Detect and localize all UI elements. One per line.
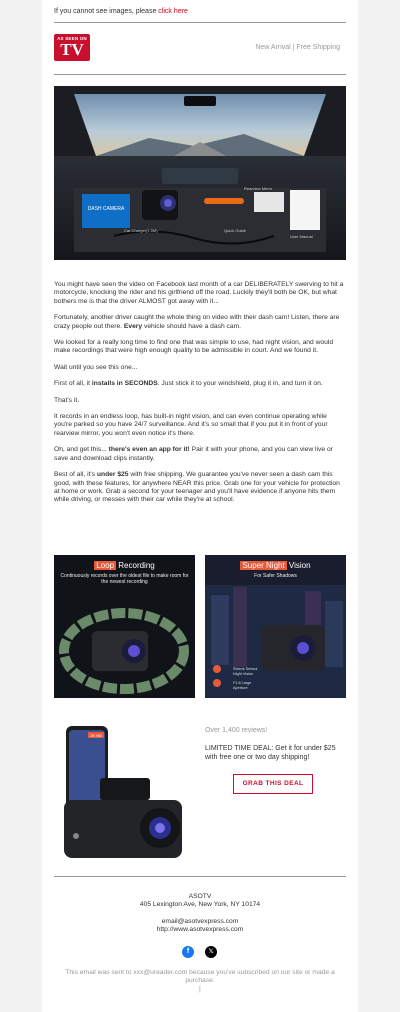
night-feature-1: Starvis Sensor Night Vision <box>233 667 258 676</box>
hero-image[interactable] <box>54 86 346 260</box>
footer-company: ASOTV <box>188 893 212 900</box>
loop-recording-title: Loop Recording <box>96 561 155 570</box>
paragraph: You might have seen the video on Facebook last month of a car DELIBERATELY swerving to hit a motorcycle, knocking the rider and his girlfriend off the road. Luckily they'll both be OK, but what bothers me is that the driver ALMOST got away with it... <box>54 281 344 305</box>
footer-website[interactable]: http://www.asotvexpress.com <box>156 926 244 933</box>
paragraph: Wait until you see this one... <box>54 363 138 371</box>
preheader-text: If you cannot see images, please <box>54 8 157 15</box>
night-vision-caption: For Safer Shadows <box>254 573 297 579</box>
click-here-link[interactable]: click here <box>158 8 188 15</box>
hero-label-guide: Quick Guide <box>224 228 247 233</box>
footer-email[interactable]: email@asotvexpress.com <box>161 918 239 925</box>
footer-address: 405 Lexington Ave, New York, NY 10174 <box>139 901 261 908</box>
loop-recording-image[interactable] <box>54 555 195 698</box>
box-label: DASH CAMERA <box>87 206 125 212</box>
x-twitter-icon[interactable]: 𝕏 <box>205 946 217 958</box>
hero-label-mirror: Rearview Mirror <box>244 186 273 191</box>
product-image[interactable] <box>60 724 192 864</box>
phone-badge: 2K HD <box>90 733 102 738</box>
logo-big-text: TV <box>60 40 84 59</box>
top-nav-text[interactable]: New Arrival | Free Shipping <box>255 44 340 51</box>
paragraph: That's it. <box>54 396 80 404</box>
divider <box>54 74 346 75</box>
paragraph: It records in an endless loop, has built-in night vision, and can even continue operating while you're parked so you have 24/7 surveillance. And it's so small that if you put it in front of your rearview mirror, you won't even notice it's there. <box>54 413 328 437</box>
loop-recording-caption: Continuously records over the oldest file to make room for the newest recording <box>60 573 189 585</box>
hero-label-manual: User Manual <box>290 234 313 239</box>
asseenontv-logo[interactable] <box>54 34 90 61</box>
facebook-icon[interactable]: f <box>182 946 194 958</box>
reviews-count: Over 1,400 reviews! <box>205 727 268 734</box>
grab-this-deal-button[interactable]: GRAB THIS DEAL <box>233 774 313 794</box>
night-city-icon <box>205 585 346 698</box>
body-copy <box>54 281 346 513</box>
divider <box>54 876 346 877</box>
night-vision-image[interactable] <box>205 555 346 698</box>
divider <box>54 22 346 23</box>
deal-text: LIMITED TIME DEAL: Get it for under $25 with free one or two day shipping! <box>205 745 336 761</box>
night-feature-2: F1.8 Large Aperture <box>233 681 252 690</box>
footer-separator: | <box>199 986 201 993</box>
paragraph: We looked for a really long time to find one that was simple to use, had night vision, and would make recordings that were high enough quality to be admissible in court. And we found it. <box>54 339 334 355</box>
paragraph: First of all, it installs in SECONDS. Just stick it to your windshield, plug it in, and turn it on. <box>54 380 323 388</box>
footer-disclaimer: This email was sent to xxx@ureader.com because you've subscribed on our site or made a purchase. <box>65 969 335 984</box>
hero-label-charger: Car Charger(1.5M) <box>124 228 158 233</box>
preheader <box>54 8 188 15</box>
paragraph: Best of all, it's under $25 with free shipping. We guarantee you've never seen a dash cam this good, with these features, for anywhere NEAR this price. Grab one for your vehicle for protection at home or work. Grab a second for your teenager and you'll have evidence if anyone hits them while driving, or messes with their car while they're at school. <box>54 471 340 504</box>
logo-small-text: AS SEEN ON <box>57 36 87 41</box>
loop-dashcam-icon <box>54 591 195 698</box>
paragraph: Fortunately, another driver caught the whole thing on video with their dash cam! Listen, there are crazy people out there. Every vehicle should have a dash cam. <box>54 314 340 330</box>
night-vision-title: Super Night Vision <box>242 561 311 570</box>
paragraph: Oh, and get this... there's even an app for it! Pair it with your phone, and you can view live or save and download clips instantly. <box>54 446 333 462</box>
